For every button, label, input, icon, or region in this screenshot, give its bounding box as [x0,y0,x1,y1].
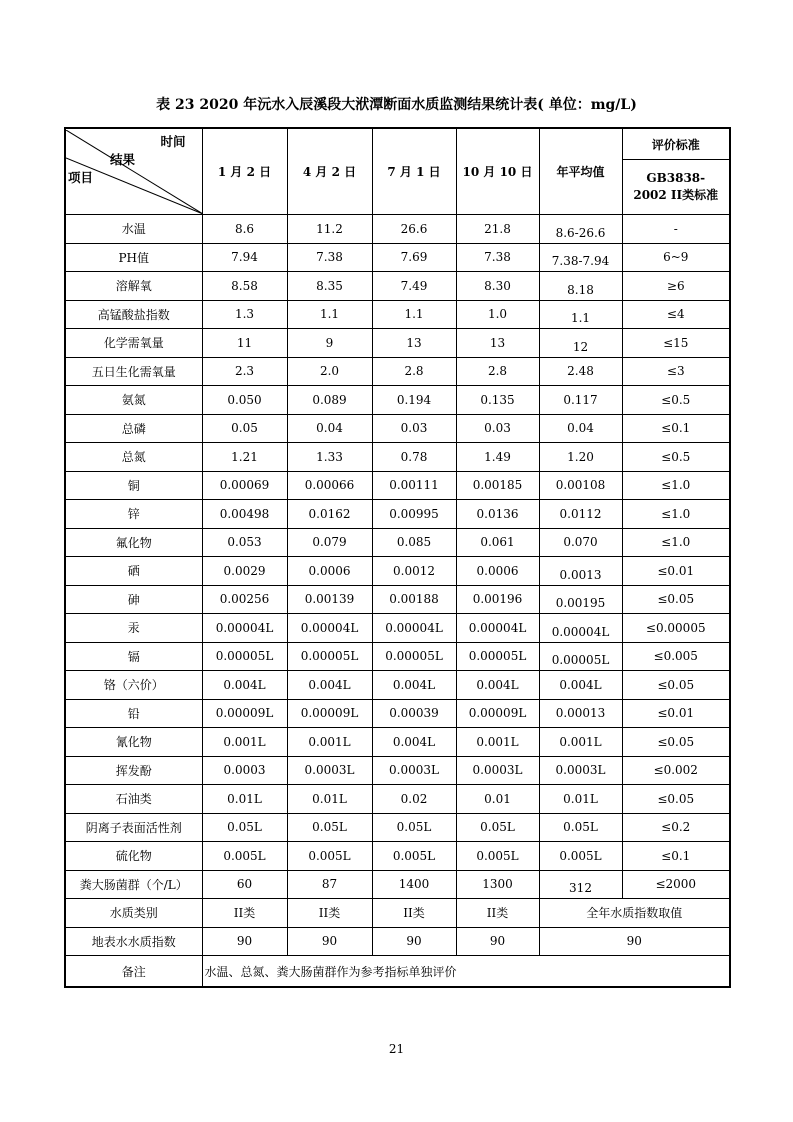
row-value-cell: 11 [202,329,287,358]
row-value-cell: 0.00498 [202,500,287,529]
row-std-cell: ≤0.05 [622,728,730,757]
table-row [65,329,730,358]
row-std-cell: ≤0.01 [622,557,730,586]
row-value-cell: 0.05L [456,813,539,842]
row-avg-cell: 0.004L [539,671,622,700]
row-avg-cell: 0.070 [539,528,622,557]
row-value-cell: 9 [287,329,372,358]
row-value-cell: 7.69 [372,243,456,272]
row-value-cell: 0.03 [456,414,539,443]
row-avg-cell [539,329,622,358]
table-row [65,642,730,671]
row-value-cell: 0.0003 [202,756,287,785]
row-avg-value: 8.18 [567,282,594,297]
header-date-4: 10 月 10 日 [456,128,539,215]
row-avg-value: 1.1 [570,311,591,326]
row-value-cell: 1.49 [456,443,539,472]
row-std-cell: - [622,215,730,244]
table-row [65,785,730,814]
row-value-cell: 0.005L [456,842,539,871]
header-avg: 年平均值 [539,128,622,215]
header-date-1: 1 月 2 日 [202,128,287,215]
row-value-cell: 2.8 [456,357,539,386]
row-value-cell: 0.00005L [287,642,372,671]
row-value-cell: 8.30 [456,272,539,301]
header-std-title: 评价标准 [622,128,730,160]
row-value-cell: 0.0136 [456,500,539,529]
row-value-cell: 0.01L [287,785,372,814]
row-avg-cell: 2.48 [539,357,622,386]
row-value-cell: 0.194 [372,386,456,415]
row-name-cell: 溶解氧 [65,272,202,301]
row-std-cell: ≤0.05 [622,585,730,614]
row-value-cell: 0.061 [456,528,539,557]
row-value-cell: 0.005L [287,842,372,871]
row-avg-cell: 1.20 [539,443,622,472]
row-value-cell: 0.00004L [456,614,539,643]
row-value-cell: 0.0162 [287,500,372,529]
index-row-value: 90 [287,927,372,956]
row-value-cell: 0.0003L [456,756,539,785]
row-std-cell: ≤3 [622,357,730,386]
row-name-cell: 铅 [65,699,202,728]
class-row-value: II类 [456,899,539,928]
row-name-cell: 锌 [65,500,202,529]
row-std-cell: ≤0.5 [622,443,730,472]
row-value-cell: 0.05L [202,813,287,842]
table-row [65,300,730,329]
row-value-cell: 0.00185 [456,471,539,500]
row-avg-cell: 0.001L [539,728,622,757]
class-row-value: II类 [202,899,287,928]
row-value-cell: 1.1 [372,300,456,329]
row-value-cell: 60 [202,870,287,899]
row-value-cell: 0.00066 [287,471,372,500]
row-value-cell: 0.01 [456,785,539,814]
row-value-cell: 0.0029 [202,557,287,586]
row-std-cell: ≤2000 [622,870,730,899]
row-value-cell: 21.8 [456,215,539,244]
row-value-cell: 0.78 [372,443,456,472]
table-row [65,243,730,272]
row-avg-cell [539,272,622,301]
row-value-cell: 11.2 [287,215,372,244]
row-std-cell: ≤1.0 [622,528,730,557]
table-row [65,842,730,871]
row-value-cell: 0.0003L [372,756,456,785]
index-row-summary: 90 [539,927,730,956]
row-value-cell: 0.005L [372,842,456,871]
row-avg-value: 7.38-7.94 [551,254,610,269]
row-std-cell: ≤0.1 [622,842,730,871]
row-avg-cell [539,642,622,671]
row-value-cell: 0.00256 [202,585,287,614]
row-value-cell: 0.004L [372,728,456,757]
row-name-cell: 高锰酸盐指数 [65,300,202,329]
table-row [65,699,730,728]
table-row [65,471,730,500]
row-value-cell: 0.00039 [372,699,456,728]
row-avg-value: 8.6-26.6 [555,225,606,240]
index-row-value: 90 [456,927,539,956]
row-value-cell: 0.00009L [456,699,539,728]
table-row [65,870,730,899]
table-row [65,528,730,557]
row-value-cell: 2.8 [372,357,456,386]
row-avg-value: 12 [572,339,589,354]
row-avg-cell [539,557,622,586]
row-value-cell: 0.004L [372,671,456,700]
row-name-cell: 化学需氧量 [65,329,202,358]
row-std-cell: ≤1.0 [622,500,730,529]
row-name-cell: 硒 [65,557,202,586]
row-name-cell: 总磷 [65,414,202,443]
row-value-cell: 0.004L [287,671,372,700]
row-name-cell: 粪大肠菌群（个/L） [65,870,202,899]
row-value-cell: 1400 [372,870,456,899]
row-avg-cell: 0.01L [539,785,622,814]
table-row [65,756,730,785]
row-value-cell: 1.21 [202,443,287,472]
header-date-3: 7 月 1 日 [372,128,456,215]
row-name-cell: 铜 [65,471,202,500]
row-value-cell: 1.1 [287,300,372,329]
corner-result-label: 结果 [110,151,136,167]
row-avg-value: 0.00195 [555,596,606,611]
row-name-cell: 砷 [65,585,202,614]
row-name-cell: 铬（六价） [65,671,202,700]
class-row-name: 水质类别 [65,899,202,928]
header-std-sub: GB3838-2002 II类标准 [622,160,730,215]
row-name-cell: 硫化物 [65,842,202,871]
row-value-cell: 0.0006 [287,557,372,586]
row-std-cell: ≤0.00005 [622,614,730,643]
row-avg-cell: 0.005L [539,842,622,871]
row-name-cell: 石油类 [65,785,202,814]
row-avg-cell [539,243,622,272]
row-name-cell: 汞 [65,614,202,643]
table-row [65,671,730,700]
table-row [65,728,730,757]
table-row [65,500,730,529]
row-value-cell: 0.005L [202,842,287,871]
row-name-cell: 总氮 [65,443,202,472]
row-name-cell: 水温 [65,215,202,244]
row-value-cell: 1.0 [456,300,539,329]
table-row [65,215,730,244]
row-avg-value: 0.00005L [551,653,610,668]
row-value-cell: 7.38 [287,243,372,272]
row-avg-cell [539,300,622,329]
table-row [65,272,730,301]
row-value-cell: 0.135 [456,386,539,415]
row-value-cell: 0.089 [287,386,372,415]
row-value-cell: 0.0012 [372,557,456,586]
row-value-cell: 0.00069 [202,471,287,500]
row-name-cell: 五日生化需氧量 [65,357,202,386]
row-value-cell: 0.085 [372,528,456,557]
row-name-cell: 阴离子表面活性剂 [65,813,202,842]
row-avg-cell: 0.0112 [539,500,622,529]
row-std-cell: ≤0.1 [622,414,730,443]
row-value-cell: 0.00005L [372,642,456,671]
row-value-cell: 0.0003L [287,756,372,785]
row-value-cell: 0.00009L [287,699,372,728]
class-row [65,899,730,928]
row-std-cell: ≤0.2 [622,813,730,842]
row-std-cell: ≥6 [622,272,730,301]
row-avg-cell: 0.00108 [539,471,622,500]
row-std-cell: 6~9 [622,243,730,272]
table-row [65,414,730,443]
row-value-cell: 0.02 [372,785,456,814]
index-row-name: 地表水水质指数 [65,927,202,956]
row-value-cell: 13 [456,329,539,358]
row-std-cell: ≤4 [622,300,730,329]
row-std-cell: ≤1.0 [622,471,730,500]
table-row [65,614,730,643]
row-name-cell: 挥发酚 [65,756,202,785]
row-avg-cell [539,870,622,899]
row-value-cell: 8.6 [202,215,287,244]
row-avg-cell: 0.04 [539,414,622,443]
note-label: 备注 [65,956,202,988]
row-std-cell: ≤0.005 [622,642,730,671]
row-std-cell: ≤0.05 [622,671,730,700]
row-value-cell: 7.38 [456,243,539,272]
row-value-cell: 0.079 [287,528,372,557]
row-value-cell: 1.3 [202,300,287,329]
table-row [65,386,730,415]
row-value-cell: 0.00188 [372,585,456,614]
row-value-cell: 2.3 [202,357,287,386]
row-value-cell: 0.053 [202,528,287,557]
table-row [65,357,730,386]
row-value-cell: 0.00004L [287,614,372,643]
row-avg-cell [539,614,622,643]
row-value-cell: 7.94 [202,243,287,272]
row-value-cell: 2.0 [287,357,372,386]
corner-item-label: 项目 [68,169,94,185]
row-value-cell: 8.58 [202,272,287,301]
table-row [65,585,730,614]
row-value-cell: 0.05 [202,414,287,443]
row-name-cell: 氰化物 [65,728,202,757]
diagonal-header-cell [65,128,202,215]
row-value-cell: 8.35 [287,272,372,301]
row-value-cell: 0.0006 [456,557,539,586]
row-value-cell: 0.03 [372,414,456,443]
row-avg-cell: 0.05L [539,813,622,842]
row-avg-value: 0.0013 [559,567,602,582]
row-std-cell: ≤0.002 [622,756,730,785]
row-value-cell: 0.00004L [202,614,287,643]
row-value-cell: 0.05L [287,813,372,842]
row-value-cell: 0.00009L [202,699,287,728]
index-row-value: 90 [202,927,287,956]
row-value-cell: 0.00005L [202,642,287,671]
row-value-cell: 0.001L [456,728,539,757]
row-value-cell: 0.004L [202,671,287,700]
row-value-cell: 0.00196 [456,585,539,614]
row-value-cell: 1300 [456,870,539,899]
class-row-value: II类 [287,899,372,928]
row-value-cell: 1.33 [287,443,372,472]
row-std-cell: ≤0.5 [622,386,730,415]
row-avg-value: 0.00004L [551,624,610,639]
row-value-cell: 0.001L [287,728,372,757]
row-value-cell: 0.05L [372,813,456,842]
row-std-cell: ≤0.01 [622,699,730,728]
row-value-cell: 0.050 [202,386,287,415]
row-value-cell: 0.04 [287,414,372,443]
row-avg-cell: 0.00013 [539,699,622,728]
row-value-cell: 0.00005L [456,642,539,671]
row-value-cell: 0.01L [202,785,287,814]
row-value-cell: 0.00995 [372,500,456,529]
row-std-cell: ≤15 [622,329,730,358]
row-avg-cell [539,215,622,244]
row-name-cell: PH值 [65,243,202,272]
row-value-cell: 26.6 [372,215,456,244]
row-value-cell: 0.004L [456,671,539,700]
table-row [65,813,730,842]
index-row [65,927,730,956]
row-value-cell: 7.49 [372,272,456,301]
row-value-cell: 87 [287,870,372,899]
table-row [65,443,730,472]
class-row-value: II类 [372,899,456,928]
note-row [65,956,730,988]
class-row-summary: 全年水质指数取值 [539,899,730,928]
water-quality-table [64,127,731,988]
row-avg-cell: 0.117 [539,386,622,415]
row-value-cell: 0.00139 [287,585,372,614]
row-value-cell: 0.00111 [372,471,456,500]
note-text: 水温、总氮、粪大肠菌群作为参考指标单独评价 [202,956,730,988]
row-value-cell: 0.001L [202,728,287,757]
index-row-value: 90 [372,927,456,956]
row-value-cell: 13 [372,329,456,358]
row-name-cell: 氨氮 [65,386,202,415]
row-avg-cell [539,585,622,614]
row-name-cell: 氟化物 [65,528,202,557]
page-number: 21 [388,1042,405,1056]
row-value-cell: 0.00004L [372,614,456,643]
row-name-cell: 镉 [65,642,202,671]
corner-time-label: 时间 [160,133,186,149]
row-avg-value: 312 [569,881,592,896]
header-row [65,128,730,160]
row-std-cell: ≤0.05 [622,785,730,814]
table-caption: 表 23 2020 年沅水入辰溪段大洑潭断面水质监测结果统计表( 单位：mg/L) [156,97,637,113]
table-row [65,557,730,586]
header-date-2: 4 月 2 日 [287,128,372,215]
row-avg-cell: 0.0003L [539,756,622,785]
